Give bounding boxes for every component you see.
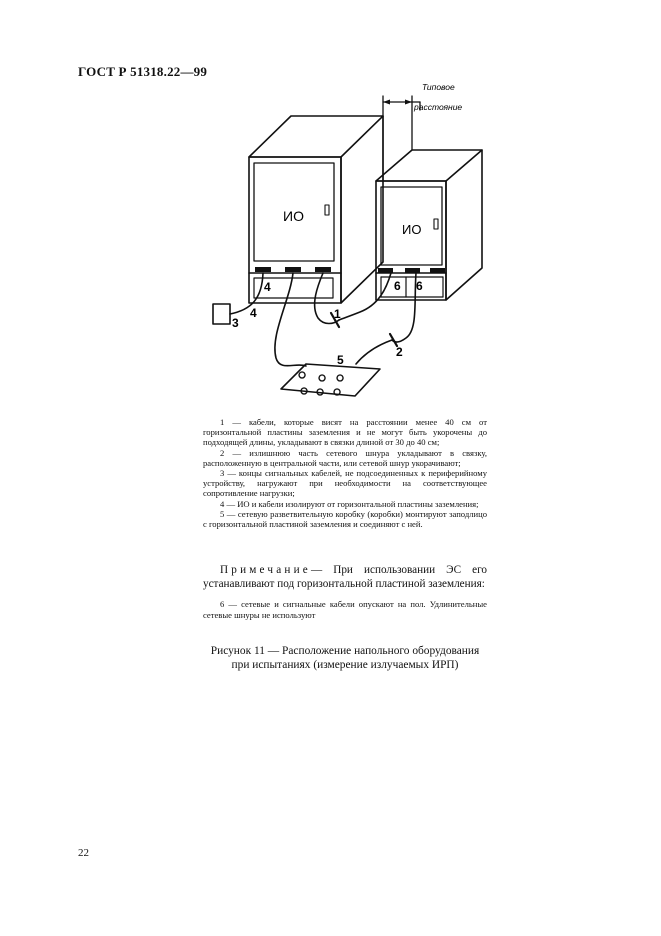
- terminal-load-box: [213, 304, 230, 324]
- callout-4a: 4: [264, 280, 271, 294]
- figure-caption: [180, 645, 510, 672]
- callout-2: 2: [396, 345, 403, 359]
- callout-6b: 6: [416, 279, 423, 293]
- callout-1: 1: [334, 307, 341, 321]
- legend-item-1: 1 — кабели, которые висят на расстоянии менее 40 см от горизонтальной пластины заземления и не могут быть укорочены до подходящей длины, укладывают в связки длиной от 30 до 40 см;: [203, 417, 487, 448]
- callout-4b: 4: [250, 306, 257, 320]
- note-prefix: Примечание: [220, 564, 311, 576]
- equipment-diagram: [0, 0, 661, 420]
- note-item-6-block: [203, 599, 487, 620]
- note-text: — При использовании ЭС его устанавливают под горизонтальной пластиной заземления:: [203, 564, 487, 590]
- callout-5: 5: [337, 353, 344, 367]
- distance-label-line1: Типовое: [422, 82, 455, 92]
- figure-legend: [203, 417, 487, 529]
- cable-to-box: [275, 273, 306, 366]
- legend-item-5: 5 — сетевую разветвительную коробку (коробки) монтируют заподлицо с горизонтальной пластиной заземления и соединяют с ней.: [203, 508, 487, 530]
- right-cabinet: [376, 150, 482, 300]
- note-block: [203, 564, 487, 591]
- cable-4: [230, 273, 263, 314]
- distance-label-line2: расстояние: [414, 102, 463, 112]
- legend-item-3: 3 — концы сигнальных кабелей, не подсоединенных к периферийному устройству, нагружают при необходимости на соответствующее сопротивление нагрузки;: [203, 468, 487, 499]
- left-cabinet: [249, 116, 383, 303]
- page-number: 22: [78, 847, 89, 859]
- caption-line-2: при испытаниях (измерение излучаемых ИРП): [231, 658, 459, 671]
- right-unit-label: ИО: [402, 222, 422, 237]
- callout-3: 3: [232, 316, 239, 330]
- document-header: ГОСТ Р 51318.22—99: [78, 64, 208, 79]
- power-strip: [281, 364, 380, 396]
- note-item-6: 6 — сетевые и сигнальные кабели опускают на пол. Удлинительные сетевые шнуры не используют: [203, 599, 487, 620]
- legend-item-2: 2 — излишнюю часть сетевого шнура укладывают в связку, расположенную в центральной части, или сетевой шнур укорачивают;: [203, 447, 487, 468]
- legend-item-4: 4 — ИО и кабели изолируют от горизонтальной пластины заземления;: [220, 498, 479, 509]
- callout-6a: 6: [394, 279, 401, 293]
- caption-line-1: Рисунок 11 — Расположение напольного оборудования: [210, 645, 480, 657]
- left-unit-label: ИО: [283, 208, 304, 224]
